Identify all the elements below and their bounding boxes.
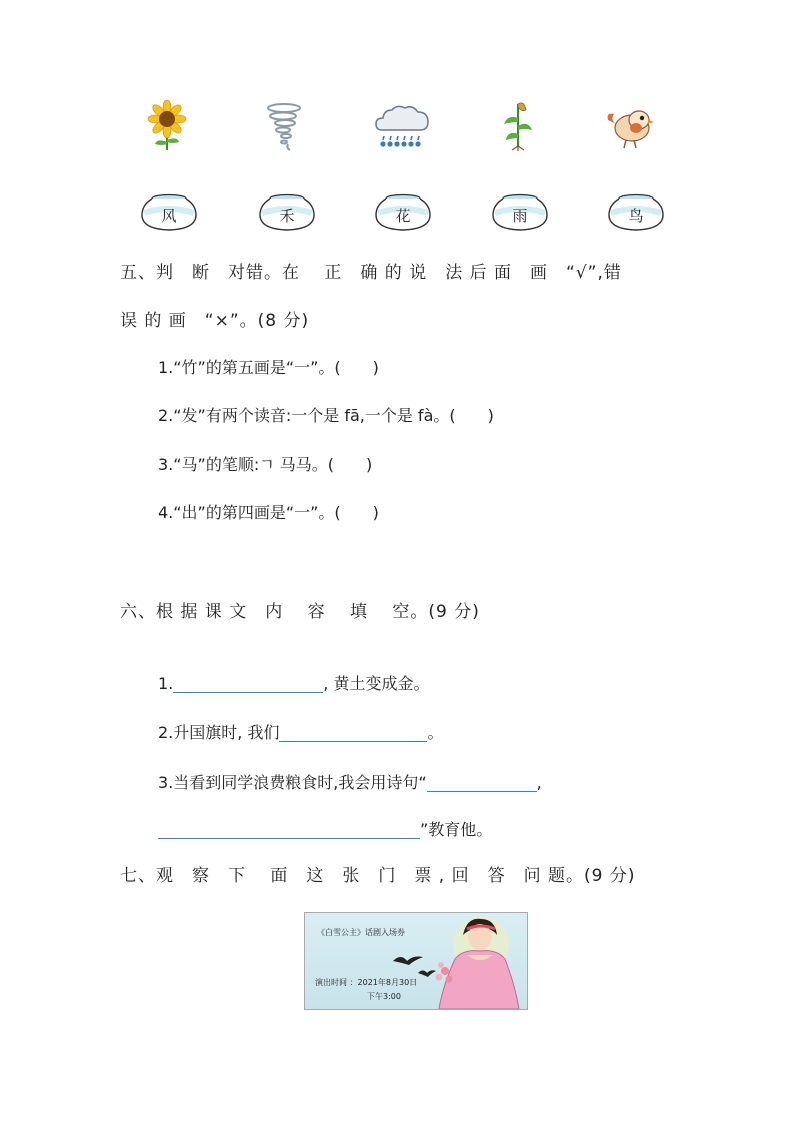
- ticket-title: 《白雪公主》话剧入场券: [317, 928, 405, 937]
- jar-label: 风: [161, 207, 177, 225]
- rain-cloud-icon: [370, 98, 434, 154]
- rice-plant-icon: [486, 96, 550, 152]
- jar-feng: [138, 193, 200, 233]
- section5-item: 3.“马”的笔顺:ㄱ 马马。( ): [158, 455, 373, 474]
- item3-suffix: ”教育他。: [420, 820, 493, 839]
- section5-item: 1.“竹”的第五画是“一”。( ): [158, 358, 379, 377]
- section7-heading: 七、观 察 下 面 这 张 门 票 , 回 答 问 题。(9 分): [120, 866, 636, 886]
- section5-heading-line1: 五、判 断 对错。在 正 确 的 说 法 后 面 画 “√”,错: [120, 263, 622, 283]
- section6-item-3-cont: [158, 817, 492, 840]
- section5-item: 4.“出”的第四画是“一”。( ): [158, 503, 379, 522]
- jar-label: 雨: [512, 207, 528, 225]
- item3-mid: ,: [536, 773, 542, 792]
- bird-icon: [602, 98, 666, 154]
- jar-label: 禾: [279, 207, 295, 225]
- jar-niao: [605, 193, 667, 233]
- tornado-icon: [252, 98, 316, 154]
- blank-input[interactable]: [279, 723, 427, 742]
- blank-input[interactable]: [158, 820, 420, 839]
- section6-item-3: [158, 770, 542, 793]
- jar-yu: [489, 193, 551, 233]
- section6-item-2: [158, 720, 443, 743]
- jar-label: 花: [395, 207, 411, 225]
- ticket-time-detail: 下午3:00: [367, 992, 401, 1001]
- item1-prefix: 1.: [158, 674, 174, 693]
- jar-he: [256, 193, 318, 233]
- ticket-time-label: 演出时间 ：2021年8月30日: [315, 978, 418, 987]
- ticket-image: [304, 912, 528, 1010]
- jar-label: 鸟: [628, 207, 644, 225]
- snow-white-icon: [423, 915, 527, 1009]
- section5-heading-line2: 误 的 画 “×”。(8 分): [120, 311, 310, 331]
- jar-hua: [372, 193, 434, 233]
- section6-item-1: [158, 671, 429, 694]
- item1-suffix: , 黄土变成金。: [323, 674, 430, 693]
- section6-heading: 六、根 据 课 文 内 容 填 空。(9 分): [120, 602, 480, 622]
- section5-item: 2.“发”有两个读音:一个是 fā,一个是 fà。( ): [158, 406, 494, 425]
- blank-input[interactable]: [173, 674, 323, 693]
- item3-prefix: 3.当看到同学浪费粮食时,我会用诗句“: [158, 773, 427, 792]
- blank-input[interactable]: [427, 773, 537, 792]
- sunflower-icon: [135, 98, 199, 154]
- item2-prefix: 2.升国旗时, 我们: [158, 723, 280, 742]
- item2-suffix: 。: [427, 723, 444, 742]
